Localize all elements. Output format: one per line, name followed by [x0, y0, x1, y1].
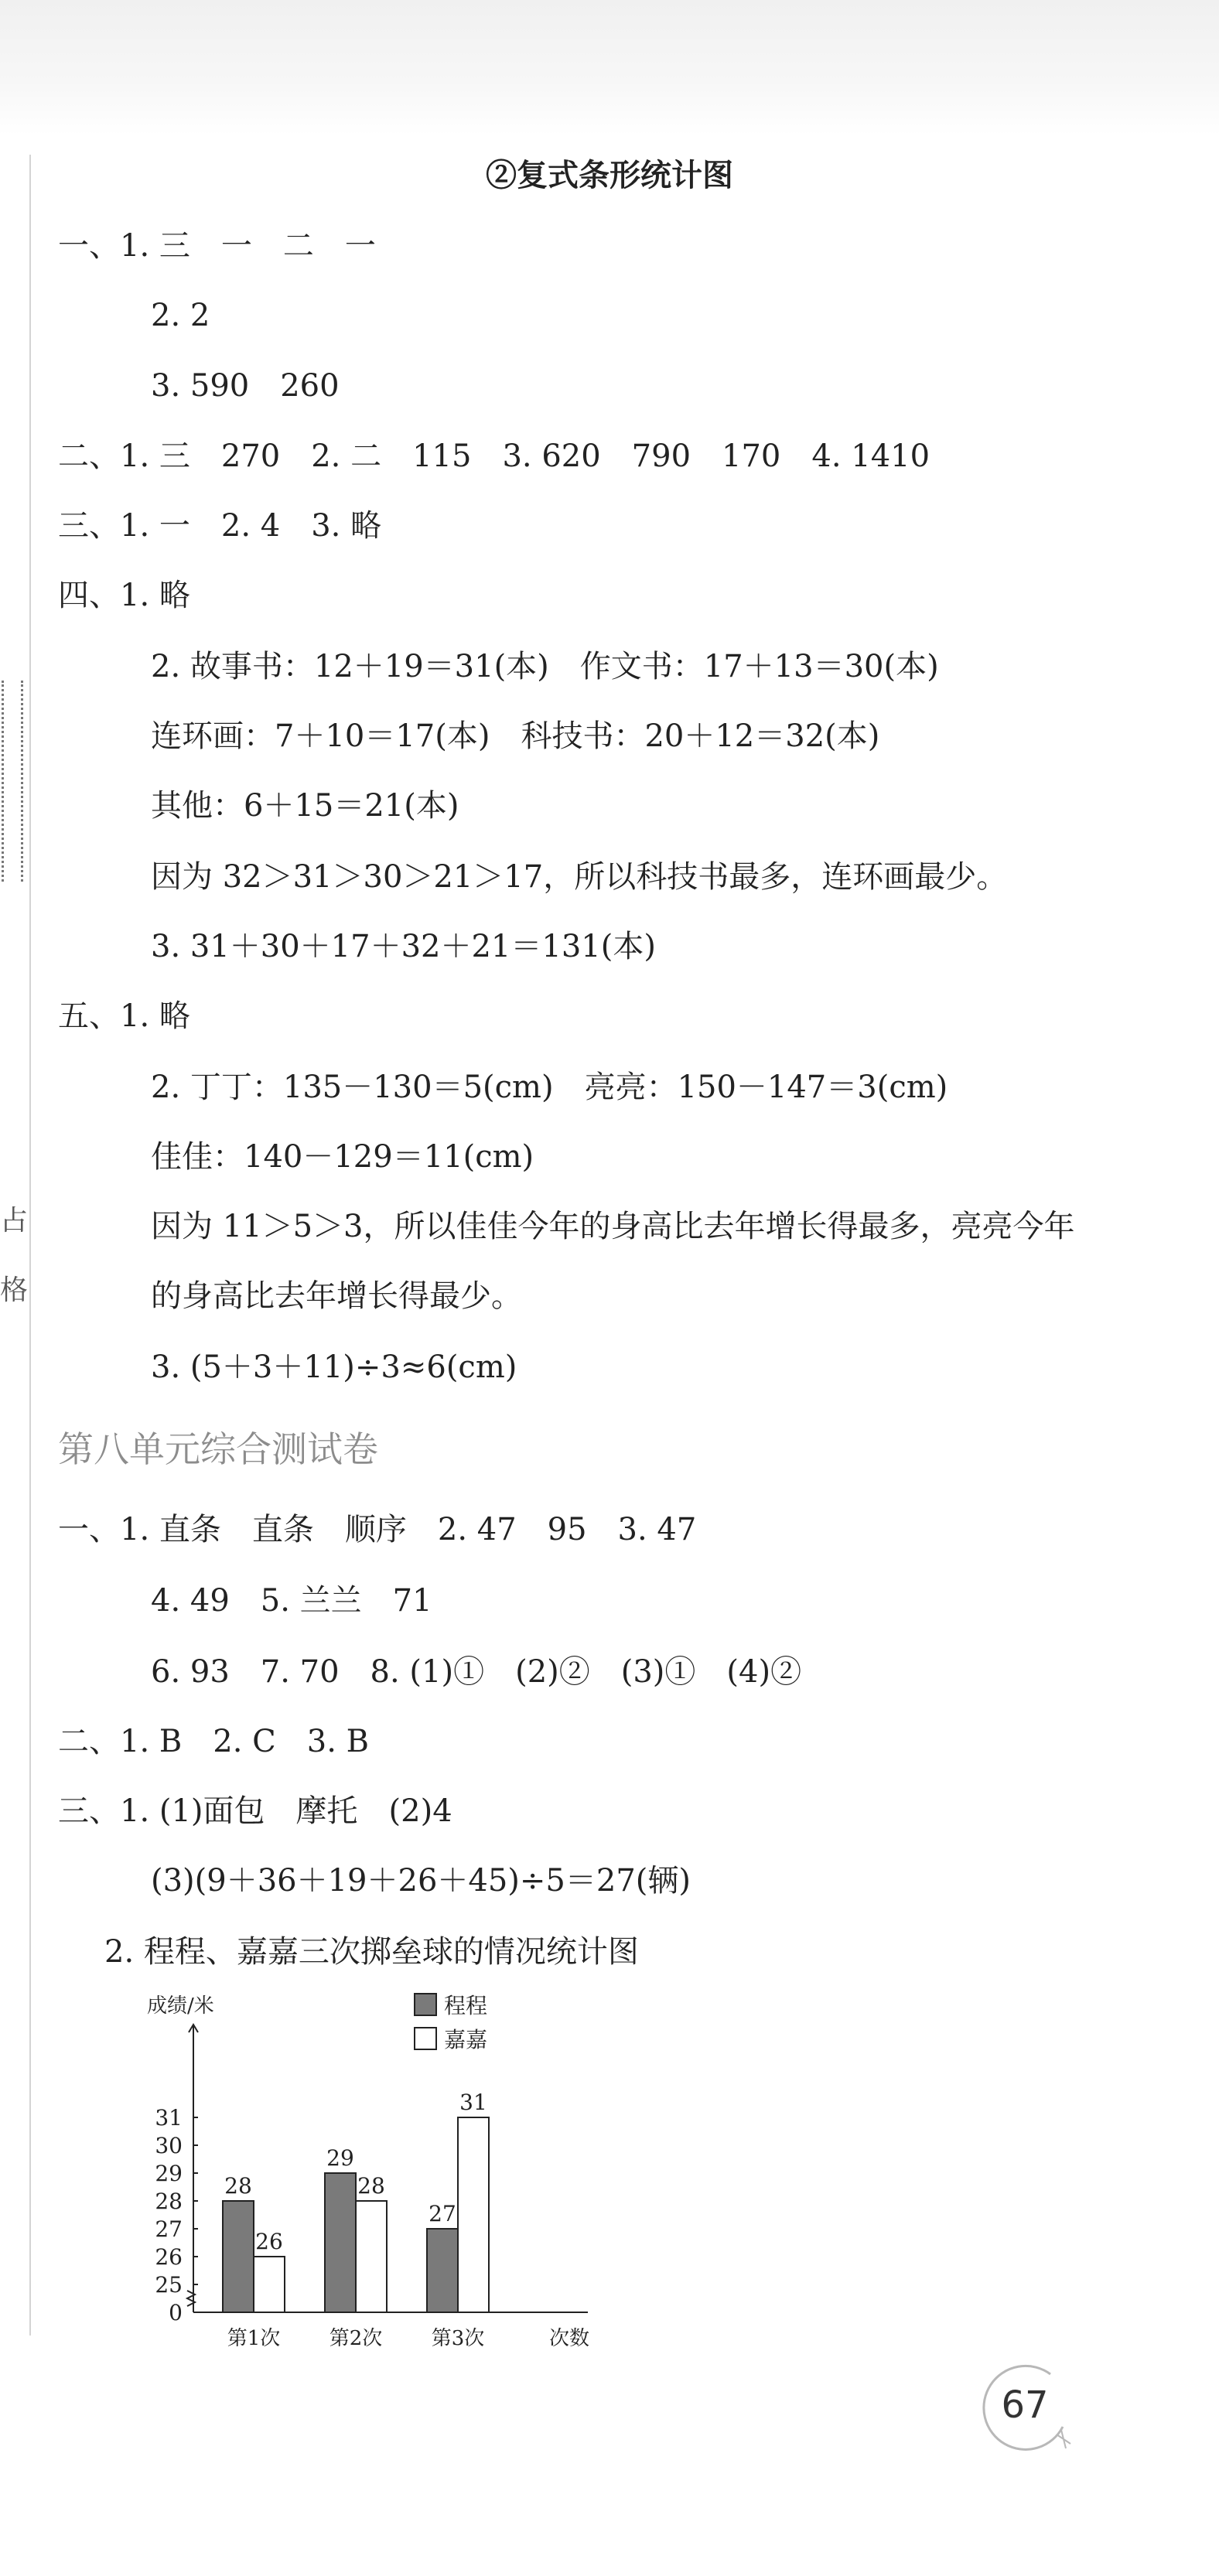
bar-value-label: 26: [255, 2229, 283, 2254]
answer-line: 3. 590 260: [151, 368, 340, 404]
bar: [254, 2257, 285, 2312]
answer-line: 佳佳：140－129＝11(cm): [151, 1139, 534, 1175]
answer-line: 2. 故事书：12＋19＝31(本) 作文书：17＋13＝30(本): [151, 649, 939, 684]
answer-line: 四、1. 略: [58, 578, 190, 613]
legend-label: 程程: [444, 1993, 488, 2018]
answer-line: 二、1. B 2. C 3. B: [58, 1724, 370, 1759]
edge-char-1: 占: [0, 1205, 29, 1237]
bar: [458, 2117, 489, 2312]
answer-line: 五、1. 略: [58, 998, 190, 1034]
unit-heading: 第八单元综合测试卷: [58, 1428, 378, 1470]
x-tick-label: 第2次: [329, 2327, 383, 2350]
y-tick-label: 31: [155, 2105, 183, 2131]
bar: [325, 2173, 356, 2312]
answer-line: 3. (5＋3＋11)÷3≈6(cm): [151, 1349, 517, 1385]
bar-value-label: 27: [429, 2201, 456, 2226]
y-tick-label: 27: [155, 2216, 183, 2242]
y-tick-label: 0: [169, 2300, 183, 2325]
edge-char-2: 格: [0, 1274, 29, 1306]
answer-line: (3)(9＋36＋19＋26＋45)÷5＝27(辆): [151, 1863, 691, 1899]
bar: [427, 2229, 458, 2312]
x-tick-label: 第3次: [431, 2327, 485, 2350]
binding-rule: [29, 155, 31, 2335]
edge-cut-marks: [2, 681, 23, 882]
y-tick-label: 28: [155, 2189, 183, 2214]
bar-chart: [139, 1987, 634, 2351]
section-title: ②复式条形统计图: [486, 157, 733, 193]
x-tick-label: 第1次: [227, 2327, 281, 2350]
x-axis-title: 次数: [549, 2327, 590, 2350]
y-tick-label: 29: [155, 2161, 183, 2186]
top-shadow-band: [0, 0, 1219, 135]
bar: [223, 2201, 254, 2312]
y-tick-label: 25: [155, 2272, 183, 2298]
legend-swatch: [415, 2028, 436, 2049]
chart-caption: 2. 程程、嘉嘉三次掷垒球的情况统计图: [104, 1934, 639, 1970]
y-tick-label: 30: [155, 2133, 183, 2158]
answer-line: 的身高比去年增长得最少。: [151, 1278, 522, 1314]
answer-line: 因为 32＞31＞30＞21＞17，所以科技书最多，连环画最少。: [151, 859, 1008, 895]
answer-line: 因为 11＞5＞3，所以佳佳今年的身高比去年增长得最多，亮亮今年: [151, 1209, 1075, 1244]
page-number: 67: [1001, 2383, 1049, 2427]
answer-line: 其他：6＋15＝21(本): [151, 788, 459, 824]
answer-line: 三、1. (1)面包 摩托 (2)4: [58, 1793, 452, 1829]
answer-line: 6. 93 7. 70 8. (1)① (2)② (3)① (4)②: [151, 1654, 802, 1690]
bar: [356, 2201, 387, 2312]
answer-line: 2. 丁丁：135－130＝5(cm) 亮亮：150－147＝3(cm): [151, 1070, 948, 1105]
legend-label: 嘉嘉: [444, 2027, 488, 2052]
bar-value-label: 29: [326, 2145, 354, 2171]
answer-line: 3. 31＋30＋17＋32＋21＝131(本): [151, 929, 656, 964]
bar-value-label: 28: [357, 2173, 385, 2199]
answer-line: 二、1. 三 270 2. 二 115 3. 620 790 170 4. 1410: [58, 438, 930, 474]
y-tick-label: 26: [155, 2244, 183, 2270]
answer-line: 三、1. 一 2. 4 3. 略: [58, 508, 382, 544]
answer-line: 2. 2: [151, 298, 210, 333]
y-axis-title: 成绩/米: [147, 1994, 214, 2018]
answer-line: 一、1. 三 一 二 一: [58, 228, 376, 264]
bar-chart-svg: [139, 1987, 634, 2351]
answer-line: 一、1. 直条 直条 顺序 2. 47 95 3. 47: [58, 1512, 697, 1547]
legend-swatch: [415, 1994, 436, 2015]
bar-value-label: 28: [224, 2173, 252, 2199]
answer-line: 4. 49 5. 兰兰 71: [151, 1583, 432, 1619]
bar-value-label: 31: [459, 2090, 487, 2115]
answer-line: 连环画：7＋10＝17(本) 科技书：20＋12＝32(本): [151, 718, 880, 754]
